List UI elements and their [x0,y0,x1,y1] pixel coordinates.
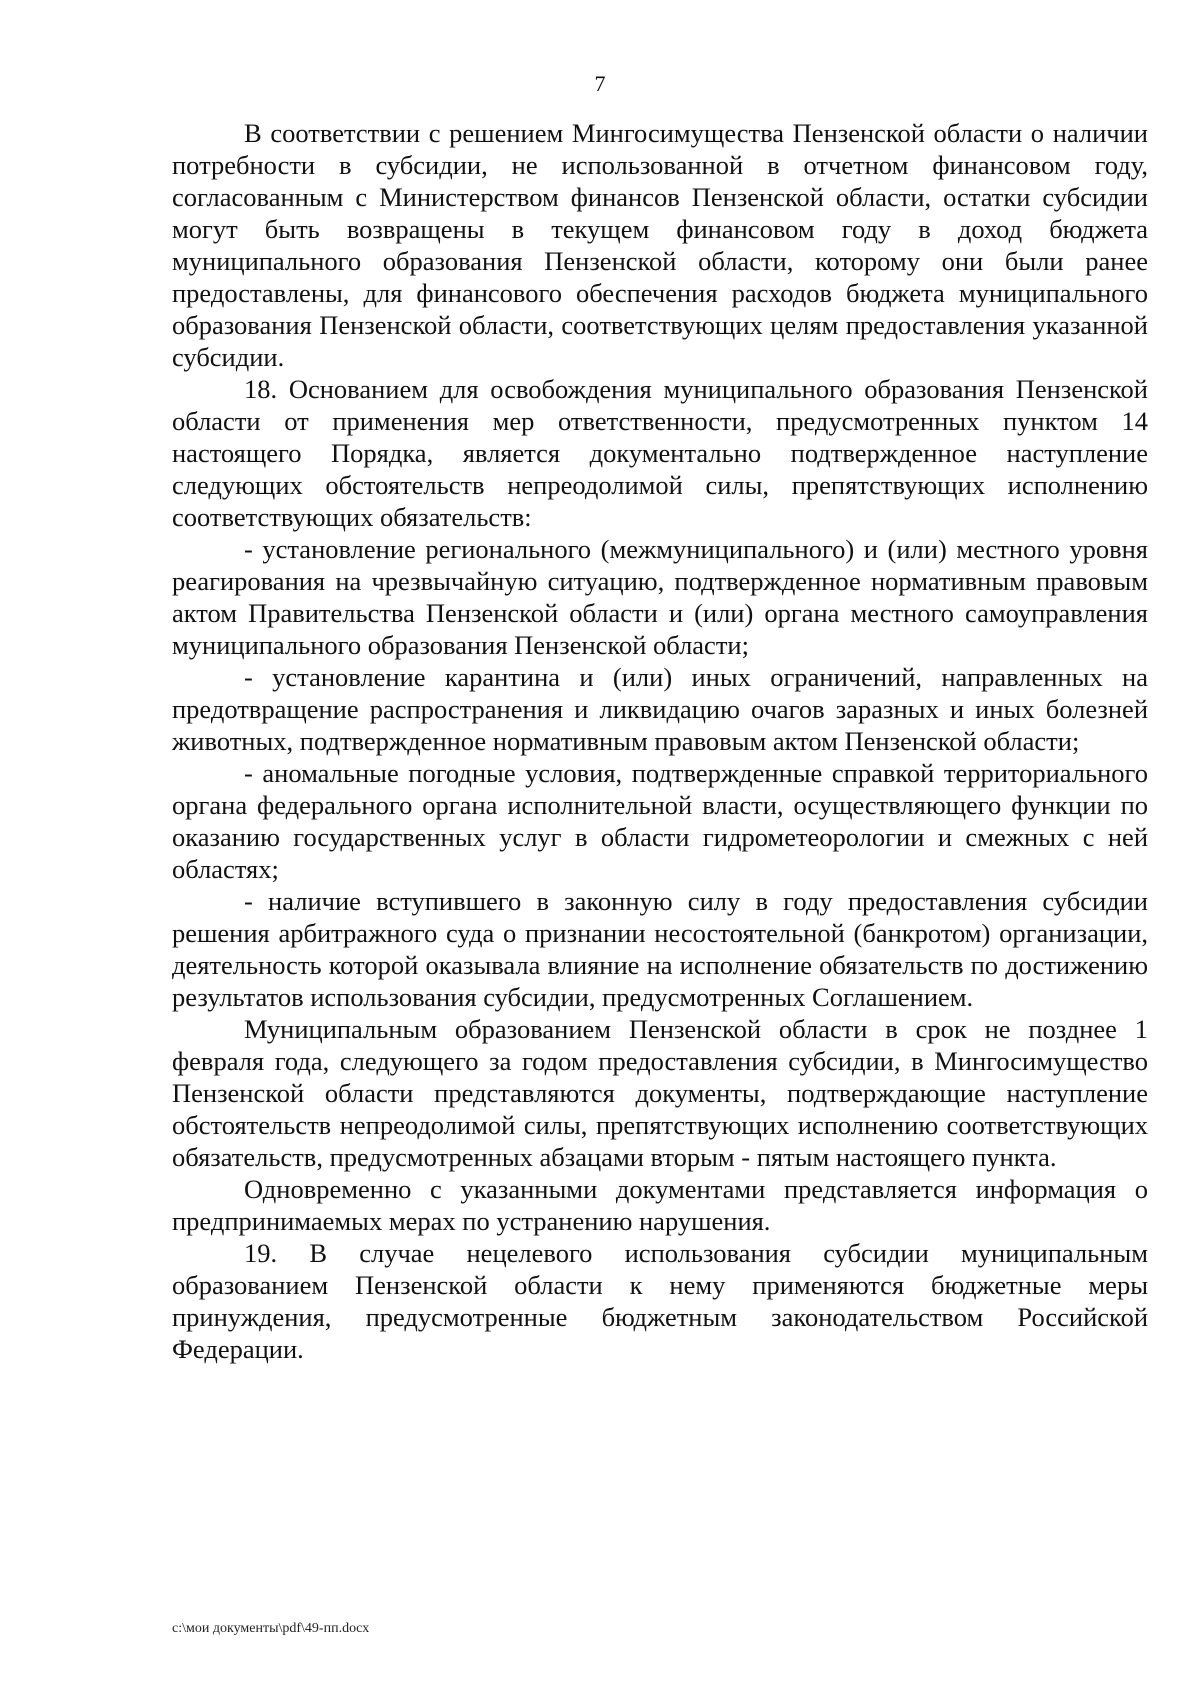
paragraph-18-force-majeure: 18. Основанием для освобождения муниципального образования Пензенской области от применения мер ответственности, предусмотренных пунктом 14 настоящего Порядка, является документально подтвержденное наступление следующих обстоятельств непреодолимой силы, препятствующих исполнению соответствующих обязательств: [172,374,1148,532]
list-item-quarantine: - установление карантина и (или) иных ограничений, направленных на предотвращение распространения и ликвидацию очагов заразных и иных болезней животных, подтвержденное нормативным правовым актом Пензенской области; [172,662,1148,756]
page-number: 7 [594,71,606,96]
list-item-weather: - аномальные погодные условия, подтвержденные справкой территориального органа федерального органа исполнительной власти, осуществляющего функции по оказанию государственных услуг в области гидрометеорологии и смежных с ней областях; [172,758,1148,884]
list-item-bankruptcy: - наличие вступившего в законную силу в году предоставления субсидии решения арбитражного суда о признании несостоятельной (банкротом) организации, деятельность которой оказывала влияние на исполнение обязательств по достижению результатов использования субсидии, предусмотренных Соглашением. [172,886,1148,1012]
footer-file-path: c:\мои документы\pdf\49-пп.docx [172,1621,370,1636]
paragraph-19-misuse: 19. В случае нецелевого использования субсидии муниципальным образованием Пензенской области к нему применяются бюджетные меры принуждения, предусмотренные бюджетным законодательством Российской Федерации. [172,1238,1148,1364]
list-item-emergency: - установление регионального (межмуниципального) и (или) местного уровня реагирования на чрезвычайную ситуацию, подтвержденное нормативным правовым актом Правительства Пензенской области и (или) органа местного самоуправления муниципального образования Пензенской области; [172,534,1148,660]
paragraph-subsidy-return: В соответствии с решением Мингосимущества Пензенской области о наличии потребности в субсидии, не использованной в отчетном финансовом году, согласованным с Министерством финансов Пензенской области, остатки субсидии могут быть возвращены в текущем финансовом году в доход бюджета муниципального образования Пензенской области, которому они были ранее предоставлены, для финансового обеспечения расходов бюджета муниципального образования Пензенской области, соответствующих целям предоставления указанной субсидии. [172,118,1148,372]
paragraph-measures-info: Одновременно с указанными документами представляется информация о предпринимаемых мерах по устранению нарушения. [172,1174,1148,1236]
paragraph-documents-deadline: Муниципальным образованием Пензенской области в срок не позднее 1 февраля года, следующего за годом предоставления субсидии, в Мингосимущество Пензенской области представляются документы, подтверждающие наступление обстоятельств непреодолимой силы, препятствующих исполнению соответствующих обязательств, предусмотренных абзацами вторым - пятым настоящего пункта. [172,1014,1148,1172]
document-body [172,117,1148,1365]
